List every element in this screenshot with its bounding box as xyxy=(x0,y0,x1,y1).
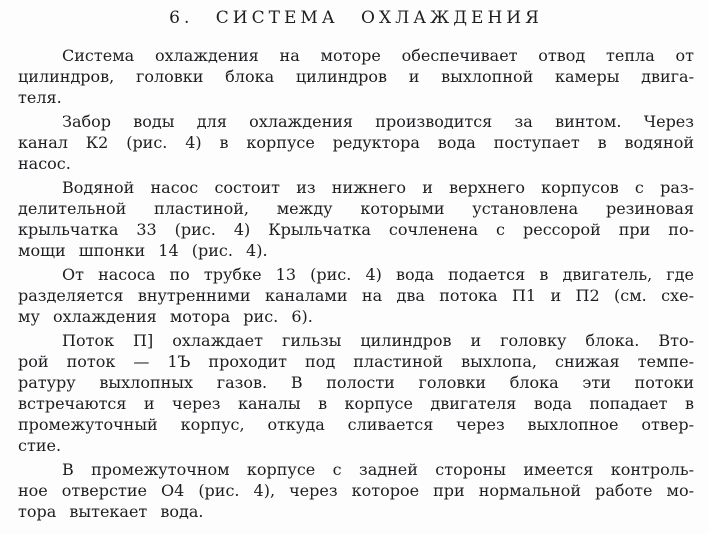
paragraph xyxy=(18,459,694,522)
document-body xyxy=(18,45,694,522)
paragraph xyxy=(18,111,694,174)
paragraph xyxy=(18,177,694,261)
text-line: Водяной насос состоит из нижнего и верхнего корпусов с раз- xyxy=(62,178,694,197)
text-line: ратуру выхлопных газов. В полости головки блока эти потоки xyxy=(18,373,694,392)
text-line: насос. xyxy=(18,154,71,173)
text-line: От насоса по трубке 13 (рис. 4) вода подается в двигатель, где xyxy=(62,265,694,284)
paragraph xyxy=(18,330,694,456)
text-line: разделяется внутренними каналами на два потока П1 и П2 (см. схе- xyxy=(18,286,694,305)
text-line: Поток П] охлаждает гильзы цилиндров и головку блока. Вто- xyxy=(62,331,694,350)
text-line: встречаются и через каналы в корпусе двигателя вода попадает в xyxy=(18,394,694,413)
text-line: крыльчатка 33 (рис. 4) Крыльчатка сочленена с рессорой при по- xyxy=(18,220,694,239)
text-line: рой поток — 1Ъ проходит под пластиной выхлопа, снижая темпе- xyxy=(18,352,694,371)
text-line: Забор воды для охлаждения производится за винтом. Через xyxy=(62,112,694,131)
paragraph xyxy=(18,264,694,327)
text-line: тора вытекает вода. xyxy=(18,502,204,521)
text-line: му охлаждения мотора рис. 6). xyxy=(18,307,313,326)
text-line: канал К2 (рис. 4) в корпусе редуктора вода поступает в водяной xyxy=(18,133,694,152)
text-line: стие. xyxy=(18,436,62,455)
text-line: цилиндров, головки блока цилиндров и выхлопной камеры двига- xyxy=(18,67,694,86)
text-line: промежуточный корпус, откуда сливается через выхлопное отвер- xyxy=(18,415,694,434)
text-line: В промежуточном корпусе с задней стороны имеется контроль- xyxy=(62,460,694,479)
text-line: мощи шпонки 14 (рис. 4). xyxy=(18,241,268,260)
text-line: теля. xyxy=(18,88,62,107)
text-line: Система охлаждения на моторе обеспечивает отвод тепла от xyxy=(62,46,694,65)
paragraph xyxy=(18,45,694,108)
text-line: делительной пластиной, между которыми установлена резиновая xyxy=(18,199,694,218)
text-line: ное отверстие О4 (рис. 4), через которое при нормальной работе мо- xyxy=(18,481,694,500)
section-title: 6. СИСТЕМА ОХЛАЖДЕНИЯ xyxy=(169,8,543,28)
